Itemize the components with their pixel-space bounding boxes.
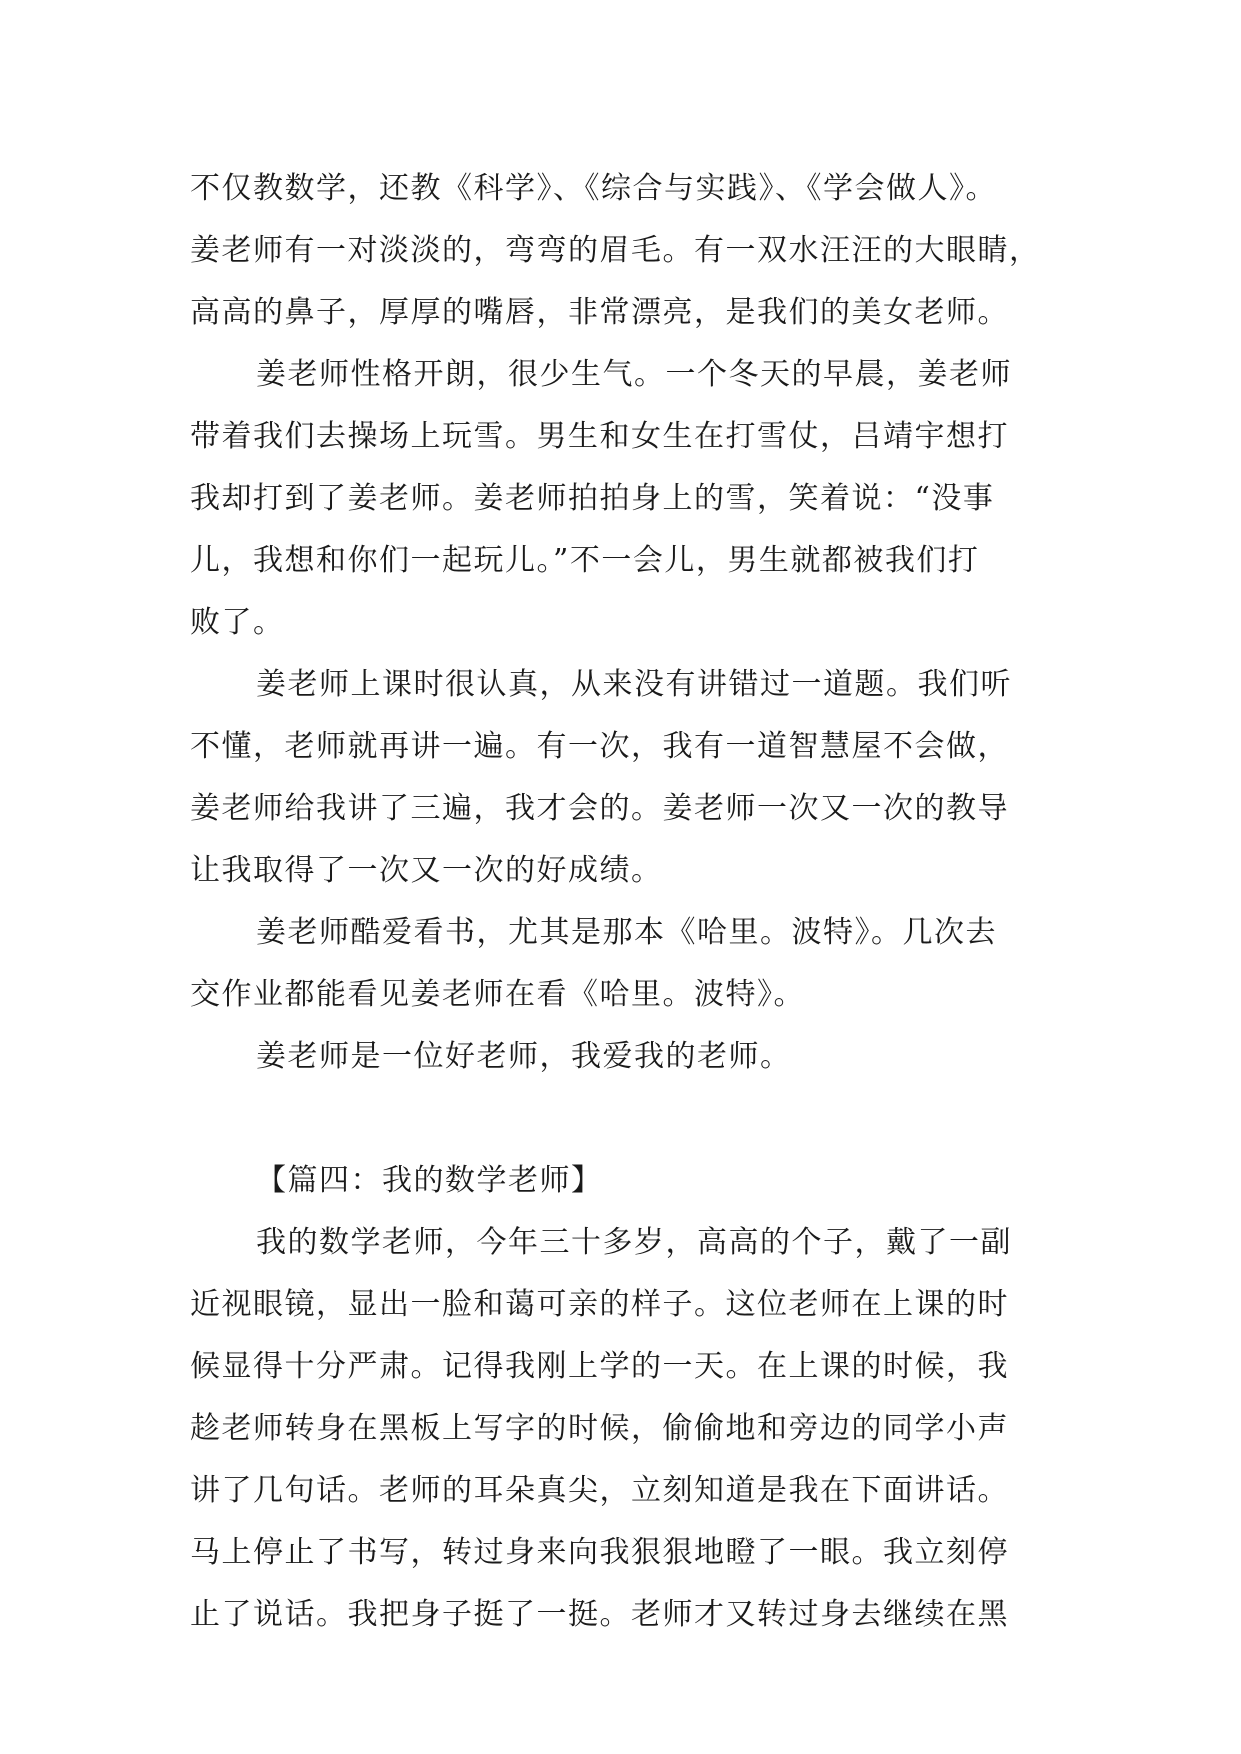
text-line: 让我取得了一次又一次的好成绩。 [190,853,663,888]
text-line: 候显得十分严肃。记得我刚上学的一天。在上课的时候，我 [190,1349,1009,1384]
paragraph-start-line: 姜老师酷爱看书，尤其是那本《哈里。波特》。几次去 [256,915,997,950]
text-line: 儿，我想和你们一起玩儿。”不一会儿，男生就都被我们打 [190,543,980,578]
text-line: 近视眼镜，显出一脸和蔼可亲的样子。这位老师在上课的时 [190,1287,1009,1322]
section-heading: 【篇四：我的数学老师】 [256,1163,603,1198]
text-line: 讲了几句话。老师的耳朵真尖，立刻知道是我在下面讲话。 [190,1473,1009,1508]
text-line: 马上停止了书写，转过身来向我狠狠地瞪了一眼。我立刻停 [190,1535,1009,1570]
text-line: 败了。 [190,605,285,640]
text-line: 交作业都能看见姜老师在看《哈里。波特》。 [190,977,805,1012]
text-line: 姜老师给我讲了三遍，我才会的。姜老师一次又一次的教导 [190,791,1009,826]
paragraph-start-line: 姜老师是一位好老师，我爱我的老师。 [256,1039,792,1074]
text-line: 不懂，老师就再讲一遍。有一次，我有一道智慧屋不会做， [190,729,1009,764]
text-line: 高高的鼻子，厚厚的嘴唇，非常漂亮，是我们的美女老师。 [190,295,1009,330]
text-line: 趁老师转身在黑板上写字的时候，偷偷地和旁边的同学小声 [190,1411,1009,1446]
paragraph-start-line: 我的数学老师，今年三十多岁，高高的个子，戴了一副 [256,1225,1012,1260]
text-line: 带着我们去操场上玩雪。男生和女生在打雪仗，吕靖宇想打 [190,419,1009,454]
text-line: 我却打到了姜老师。姜老师拍拍身上的雪，笑着说：“没事 [190,481,995,516]
blank-line [190,1088,1070,1150]
text-line: 止了说话。我把身子挺了一挺。老师才又转过身去继续在黑 [190,1597,1009,1632]
document-body [190,158,1070,1646]
paragraph-start-line: 姜老师上课时很认真，从来没有讲错过一道题。我们听 [256,667,1012,702]
text-line: 姜老师有一对淡淡的，弯弯的眉毛。有一双水汪汪的大眼睛， [190,233,1041,268]
paragraph-start-line: 姜老师性格开朗，很少生气。一个冬天的早晨，姜老师 [256,357,1012,392]
text-line: 不仅教数学，还教《科学》、《综合与实践》、《学会做人》。 [190,171,997,206]
